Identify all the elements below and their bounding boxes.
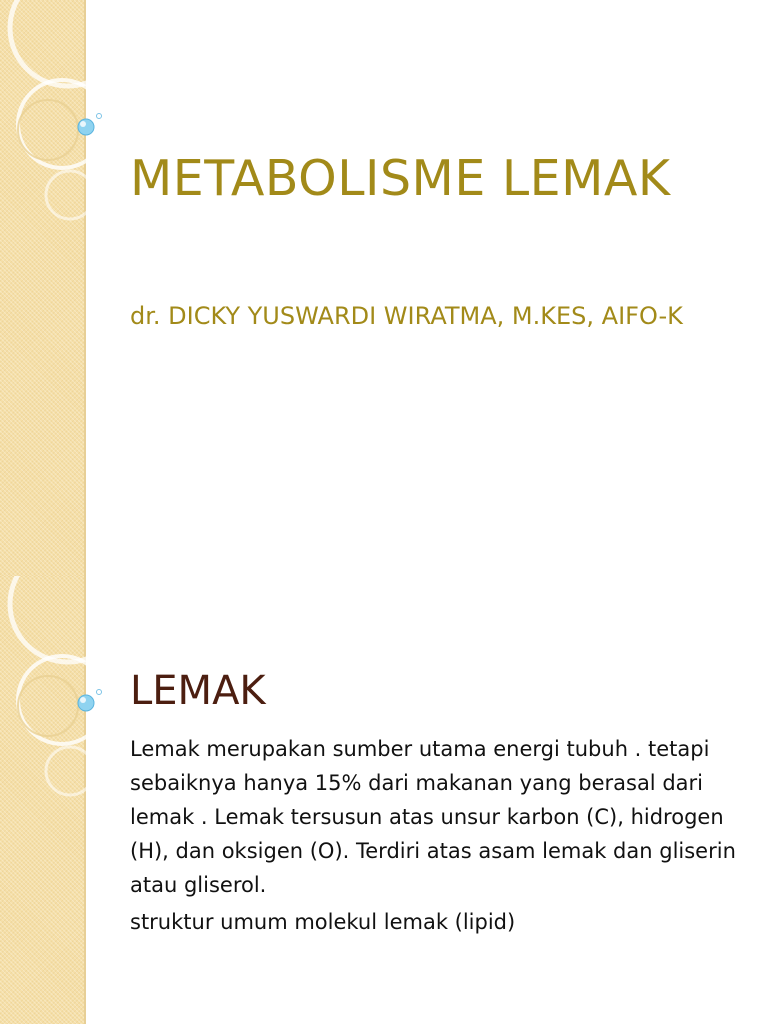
bubble-icon: [78, 690, 102, 712]
author-subtitle: dr. DICKY YUSWARDI WIRATMA, M.KES, AIFO-K: [130, 302, 683, 330]
swirl-circles-ornament: [0, 576, 140, 806]
slide-title: METABOLISME LEMAK: [130, 150, 671, 207]
section-heading: LEMAK: [130, 668, 266, 714]
body-paragraph: struktur umum molekul lemak (lipid): [130, 910, 516, 934]
bubble-icon: [78, 114, 102, 136]
content-slide: [0, 576, 768, 1024]
swirl-circles-ornament: [0, 0, 140, 230]
body-paragraph: Lemak merupakan sumber utama energi tubuh . tetapi sebaiknya hanya 15% dari makanan yang berasal dari lemak . Lemak tersusun atas unsur karbon (C), hidrogen (H), dan oksigen (O). Terdiri atas asam lemak dan gliserin atau gliserol.: [130, 737, 736, 897]
